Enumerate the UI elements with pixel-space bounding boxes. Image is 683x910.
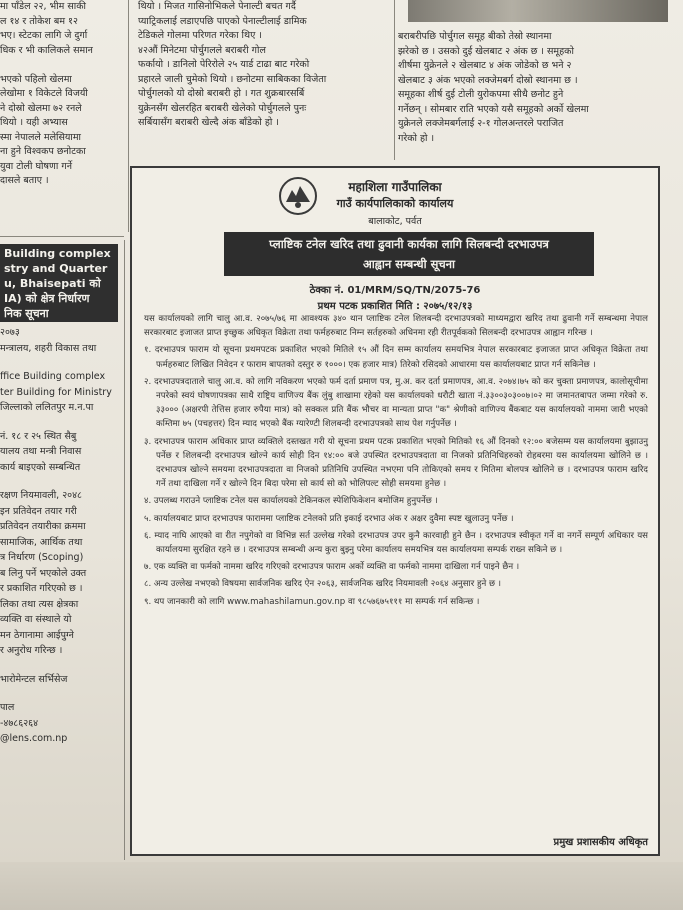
notice-text-line: मन्त्रालय, शहरी विकास तथा [0, 342, 97, 354]
article-text-line: प्याट्रिकलाई लडाएपछि पाएको पेनाल्टीलाई डामिक [138, 15, 307, 27]
ad-headline-line: IA) को क्षेत्र निर्धारण [4, 292, 90, 305]
article-text-line [0, 58, 122, 73]
article-text-line: खेलबाट ३ अंक भएको लक्जेमबर्ग दोस्रो स्थानमा छ । [398, 74, 578, 86]
notice-text-line: जिल्लाको ललितपुर म.न.पा [0, 402, 94, 413]
page-bottom-margin [0, 862, 683, 910]
ad-headline-line: u, Bhaisepati को [4, 277, 101, 290]
notice-text-line: ter Building for Ministry [0, 386, 112, 398]
column-divider [394, 0, 395, 160]
notice-condition-item: ४. उपलब्ध गराउने प्लाष्टिक टनेल यस कार्यालयको टेकिनकल स्पेशिफिकेशन बमोजिम हुनुपर्नेछ । [144, 496, 438, 507]
right-column-sports-article [398, 30, 666, 160]
article-text-line: गरेको हो । [398, 132, 435, 144]
article-text-line: सर्बियासँग बराबरी खेल्दै अंक बाँडेको हो । [138, 117, 280, 128]
article-text-line: मा पाँडेल २२, भीम साकी [0, 1, 86, 12]
notice-title [224, 232, 594, 276]
notice-condition-item: ६. म्याद नाघि आएको वा रीत नपुगेको वा विभिन्न सर्त उल्लेख गरेको दरभाउपत्र उपर कुनै कारवाही हुने छैन । दरभाउपत्र स्वीकृत गर्ने वा नगर्ने सम्पूर्ण अधिकार यस कार्यालयमा सुरक्षित रहने छ । दरभाउपत्र सम्बन्धी अन्य कुरा बुझ्नु परेमा कार्यालय समयभित्र यस कार्यालयमा सम्पर्क राख्न सकिने छ । [144, 530, 648, 556]
notice-condition-item: १. दरभाउपत्र फाराम यो सूचना प्रथमपटक प्रकाशित भएको मितिले १५ औं दिन सम्म कार्यालय समयभित्र नेपाल सरकारबाट इजाजत प्राप्त अधिकृत विक्रेता तथा फर्महरुबाट लिखित निवेदन र फाराम बापतको दस्तुर रु १०००। एक हजार मात्र) तिरेको रसिदको आधारमा यस कार्यालयबाट प्राप्त गर्न सकिनेछ । [144, 345, 648, 370]
left-column-top-article [0, 0, 122, 215]
article-text-line: ४२औं मिनेटमा पोर्चुगलले बराबरी गोल [138, 44, 266, 56]
notice-text-line: मन ठेगानामा आईपुग्ने [0, 629, 74, 641]
notice-title-line-1: प्लाष्टिक टनेल खरिद तथा ढुवानी कार्यका लागि सिलबन्दी दरभाउपत्र [269, 237, 549, 251]
middle-column-sports-article [138, 0, 388, 150]
notice-text-line [0, 476, 122, 488]
article-text-line: गर्नेछन् । सोमबार राति भएको यसै समूहको अर्को खेलमा [398, 103, 589, 115]
office-location: बालाकोट, पर्वत [368, 216, 422, 227]
notice-condition-item: २. दरभाउपत्रदाताले चालु आ.व. को लागि नविकरण भएको फर्म दर्ता प्रमाण पत्र, मु.अ. कर दर्ता प्रमाणपत्र, आ.व. २०७४।७५ को कर चुक्ता प्रमाणपत्र, कालोसूचीमा नपरेको स्वयं घोषणापत्रका साथै राष्ट्रिय वाणिज्य बैंक लुंबु शाखामा रहेको यस कार्यालयको धरौटी खाता नं.३३००३०३००७।०२ मा जमानतबापत जम्मा गरेको रु. ३३००० (अक्षरपी तेत्तिस हजार रुपैया मात्र) को सक्कल प्रति बैंक भौचर वा मान्यता प्राप्त "क" श्रेणीको वाणिज्य बैंकबाट यस कार्यालयको नाममा जारी भएको कम्तिमा ७५ (पचहत्तर) दिन म्याद भएको बैंक ग्यारेण्टी शिलबन्दी दरभाउपत्रको साथ पेश गर्नुपर्नेछ । [144, 376, 648, 430]
tender-notice [130, 166, 660, 856]
article-text-line: स्मा नेपालले मलेसियामा [0, 131, 82, 143]
notice-intro: यस कार्यालयको लागि चालु आ.व. २०७५/७६ मा आवश्यक ३४० थान प्लाष्टिक टनेल शिलबन्दी दरभाउपत्रको माध्यमद्वारा खरिद तथा ढुवानी गर्ने सम्बन्धमा नेपाल सरकारबाट इजाजत प्राप्त इच्छुक अधिकृत विक्रेता तथा फर्महरुबाट निम्न सर्तहरुको अधिनमा रही रीतपूर्वकको सिलबन्दी दरभाउपत्र आह्वान गरिन्छ । [144, 314, 648, 339]
notice-text-line: र अनुरोध गरिन्छ । [0, 645, 63, 656]
article-text-line: प्रहारले जाली चुमेको थियो । छनोटमा साबिकका विजेता [138, 73, 327, 85]
column-divider [124, 240, 125, 860]
notice-text-line: २०७३ [0, 327, 20, 338]
notice-text-line: व्यक्ति वा संस्थाले यो [0, 614, 72, 625]
notice-condition-item: ९. थप जानकारी को लागि www.mahashilamun.gov.np वा ९८५७६७५१११ मा सम्पर्क गर्न सकिन्छ । [144, 596, 480, 607]
notice-text-line: ffice Building complex [0, 371, 106, 382]
signatory-title: प्रमुख प्रशासकीय अधिकृत [553, 837, 648, 848]
notice-conditions-list [144, 343, 648, 608]
article-text-line: थियो । यही अभ्यास [0, 117, 68, 128]
ad-headline-box [0, 244, 118, 322]
notice-condition-item: ८. अन्य उल्लेख नभएको विषयमा सार्वजनिक खरिद ऐन २०६३, सार्वजनिक खरिद नियमावली २०६४ अनुसार हुने छ । [144, 579, 502, 590]
article-text-line: फर्कायो । डानिलो पेरिरोले २५ यार्ड टाढा बाट गरेको [138, 59, 310, 70]
notice-condition-item: ७. एक व्यक्ति वा फर्मको नाममा खरिद गरिएको दरभाउपत्र फाराम अर्को व्यक्ति वा फर्मको नाममा दाखिला गर्न पाइने छैन । [144, 562, 520, 573]
article-text-line: पोर्चुगलको यो दोस्रो बराबरी हो । गत शुक्रबारसर्बि [138, 88, 305, 99]
ad-headline-line: stry and Quarter [4, 262, 108, 275]
article-text-line: भएको पहिलो खेलमा [0, 73, 72, 85]
notice-text-line: र प्रकाशित गरिएको छ । [0, 583, 83, 594]
news-photo [408, 0, 668, 22]
article-text-line: थियो । मिजत गासिनोभिकले पेनाल्टी बचत गर्दै [138, 1, 296, 12]
notice-text-line: पाल [0, 702, 15, 713]
notice-text-line: कार्य बाइएको सम्बन्धित [0, 461, 81, 473]
office-org-name: महाशिला गाउँपालिका [348, 180, 442, 194]
article-text-line: ने दोस्रो खेलमा ७२ रनले [0, 102, 82, 114]
article-text-line: बराबरीपछि पोर्चुगल समूह बीको तेस्रो स्थानमा [398, 31, 552, 42]
section-divider [0, 236, 124, 237]
article-text-line: शीर्षमा युक्रेनले २ खेलबाट ४ अंक जोडेको छ भने २ [398, 60, 572, 71]
notice-text-line [0, 357, 122, 369]
notice-text-line [0, 417, 122, 429]
publication-date: प्रथम पटक प्रकाशित मिति : २०७५/१२/१३ [317, 301, 473, 312]
notice-text-line: इन प्रतिवेदन तयार गरी [0, 505, 77, 517]
article-text-line: युवा टोली घोषणा गर्ने [0, 160, 72, 172]
notice-condition-item: ३. दरभाउपत्र फाराम अधिकार प्राप्त व्यक्तिले दस्तखत गरी यो सूचना प्रथम पटक प्रकाशित भएको मितिको १६ औं दिनको १२:०० बजेसम्म यस कार्यालयमा बुझाउनु पर्नेछ र शिलबन्दी दरभाउपत्र खोल्ने कार्य सोही दिन १४:०० बजे उपस्थित दरभाउपत्रदाता वा निजको प्रतिनिधिहरुको रोहबरमा यस कार्यालयमा खोलिने छ । दरभाउपत्र खोल्ने समयमा दरभाउपत्रदाता वा निजको प्रतिनिधि उपस्थित नभएमा पनि तोकिएको समय र मितिमा बोलपत्र खोलिने छ । दरभाउपत्र फाराम खरिद गर्ने तथा दाखिला गर्ने र खोल्ने दिन बिदा परेमा सो कार्य सो को भोलिपल्ट सोही समयमा हुनेछ । [144, 436, 648, 490]
article-text-line: लेखोमा १ विकेटले विजयी [0, 88, 88, 99]
contract-reference: ठेक्का नं. 01/MRM/SQ/TN/2075-76 [309, 285, 481, 296]
notice-text-line: -४७८६२६४ [0, 717, 39, 729]
article-text-line: टेडिकले गोलमा परिणत गरेका थिए । [138, 30, 262, 41]
column-divider [128, 0, 129, 232]
notice-text-line [0, 688, 122, 700]
notice-text-line: रक्षण नियमावली, २०४८ [0, 490, 82, 501]
article-text-line: दासले बताए । [0, 175, 49, 186]
notice-text-line: भारोमेन्टल सर्भिसेज [0, 673, 68, 685]
ad-headline-line: Building complex [4, 247, 111, 260]
article-text-line: ना हुने विश्वकप छनोटका [0, 146, 86, 157]
article-text-line: धिक र भी कालिकले समान [0, 44, 93, 56]
article-text-line: ल १४ र तोकेश बम १२ [0, 15, 78, 27]
article-text-line: युक्रेनसँग खेलरहित बराबरी खेलेको पोर्चुगलले पुनः [138, 102, 307, 114]
office-name: गाउँ कार्यपालिकाको कार्यालय [336, 197, 454, 210]
notice-text-line: ब लिनु पर्ने भएकोले उक्त [0, 567, 87, 579]
left-column-environment-notice [0, 326, 122, 826]
ad-headline-line: निक सूचना [4, 307, 49, 320]
notice-condition-item: ५. कार्यालयबाट प्राप्त दरभाउपत्र फाराममा प्लाष्टिक टनेलको प्रति इकाई दरभाउ अंक र अक्षर दुवैमा स्पष्ट खुलाउनु पर्नेछ । [144, 513, 514, 524]
notice-title-line-2: आह्वान सम्बन्धी सूचना [362, 257, 456, 271]
notice-text-line: @lens.com.np [0, 733, 68, 744]
article-text-line: युक्रेनले लक्जेमबर्गलाई २-१ गोलअन्तरले पराजित [398, 118, 564, 129]
notice-text-line: सामाजिक, आर्थिक तथा [0, 536, 83, 548]
notice-text-line: लिका तथा त्यस क्षेत्रका [0, 598, 79, 610]
notice-body [144, 312, 648, 832]
notice-text-line: नं. १८ र २५ स्थित सैबु [0, 430, 77, 442]
article-text-line: झरेको छ । उसको दुई खेलबाट २ अंक छ । समूहको [398, 45, 574, 57]
article-text-line: भए। स्टेटका लागि जे दुर्गा [0, 30, 88, 41]
article-text-line: समूहका शीर्ष दुई टोली युरोकपमा सीधै छनोट हुने [398, 89, 564, 100]
notice-text-line: यालय तथा मन्त्री निवास [0, 446, 82, 457]
notice-text-line: त्र निर्धारण (Scoping) [0, 552, 84, 563]
notice-text-line [0, 660, 122, 672]
notice-text-line: प्रतिवेदन तयारीका क्रममा [0, 521, 86, 532]
